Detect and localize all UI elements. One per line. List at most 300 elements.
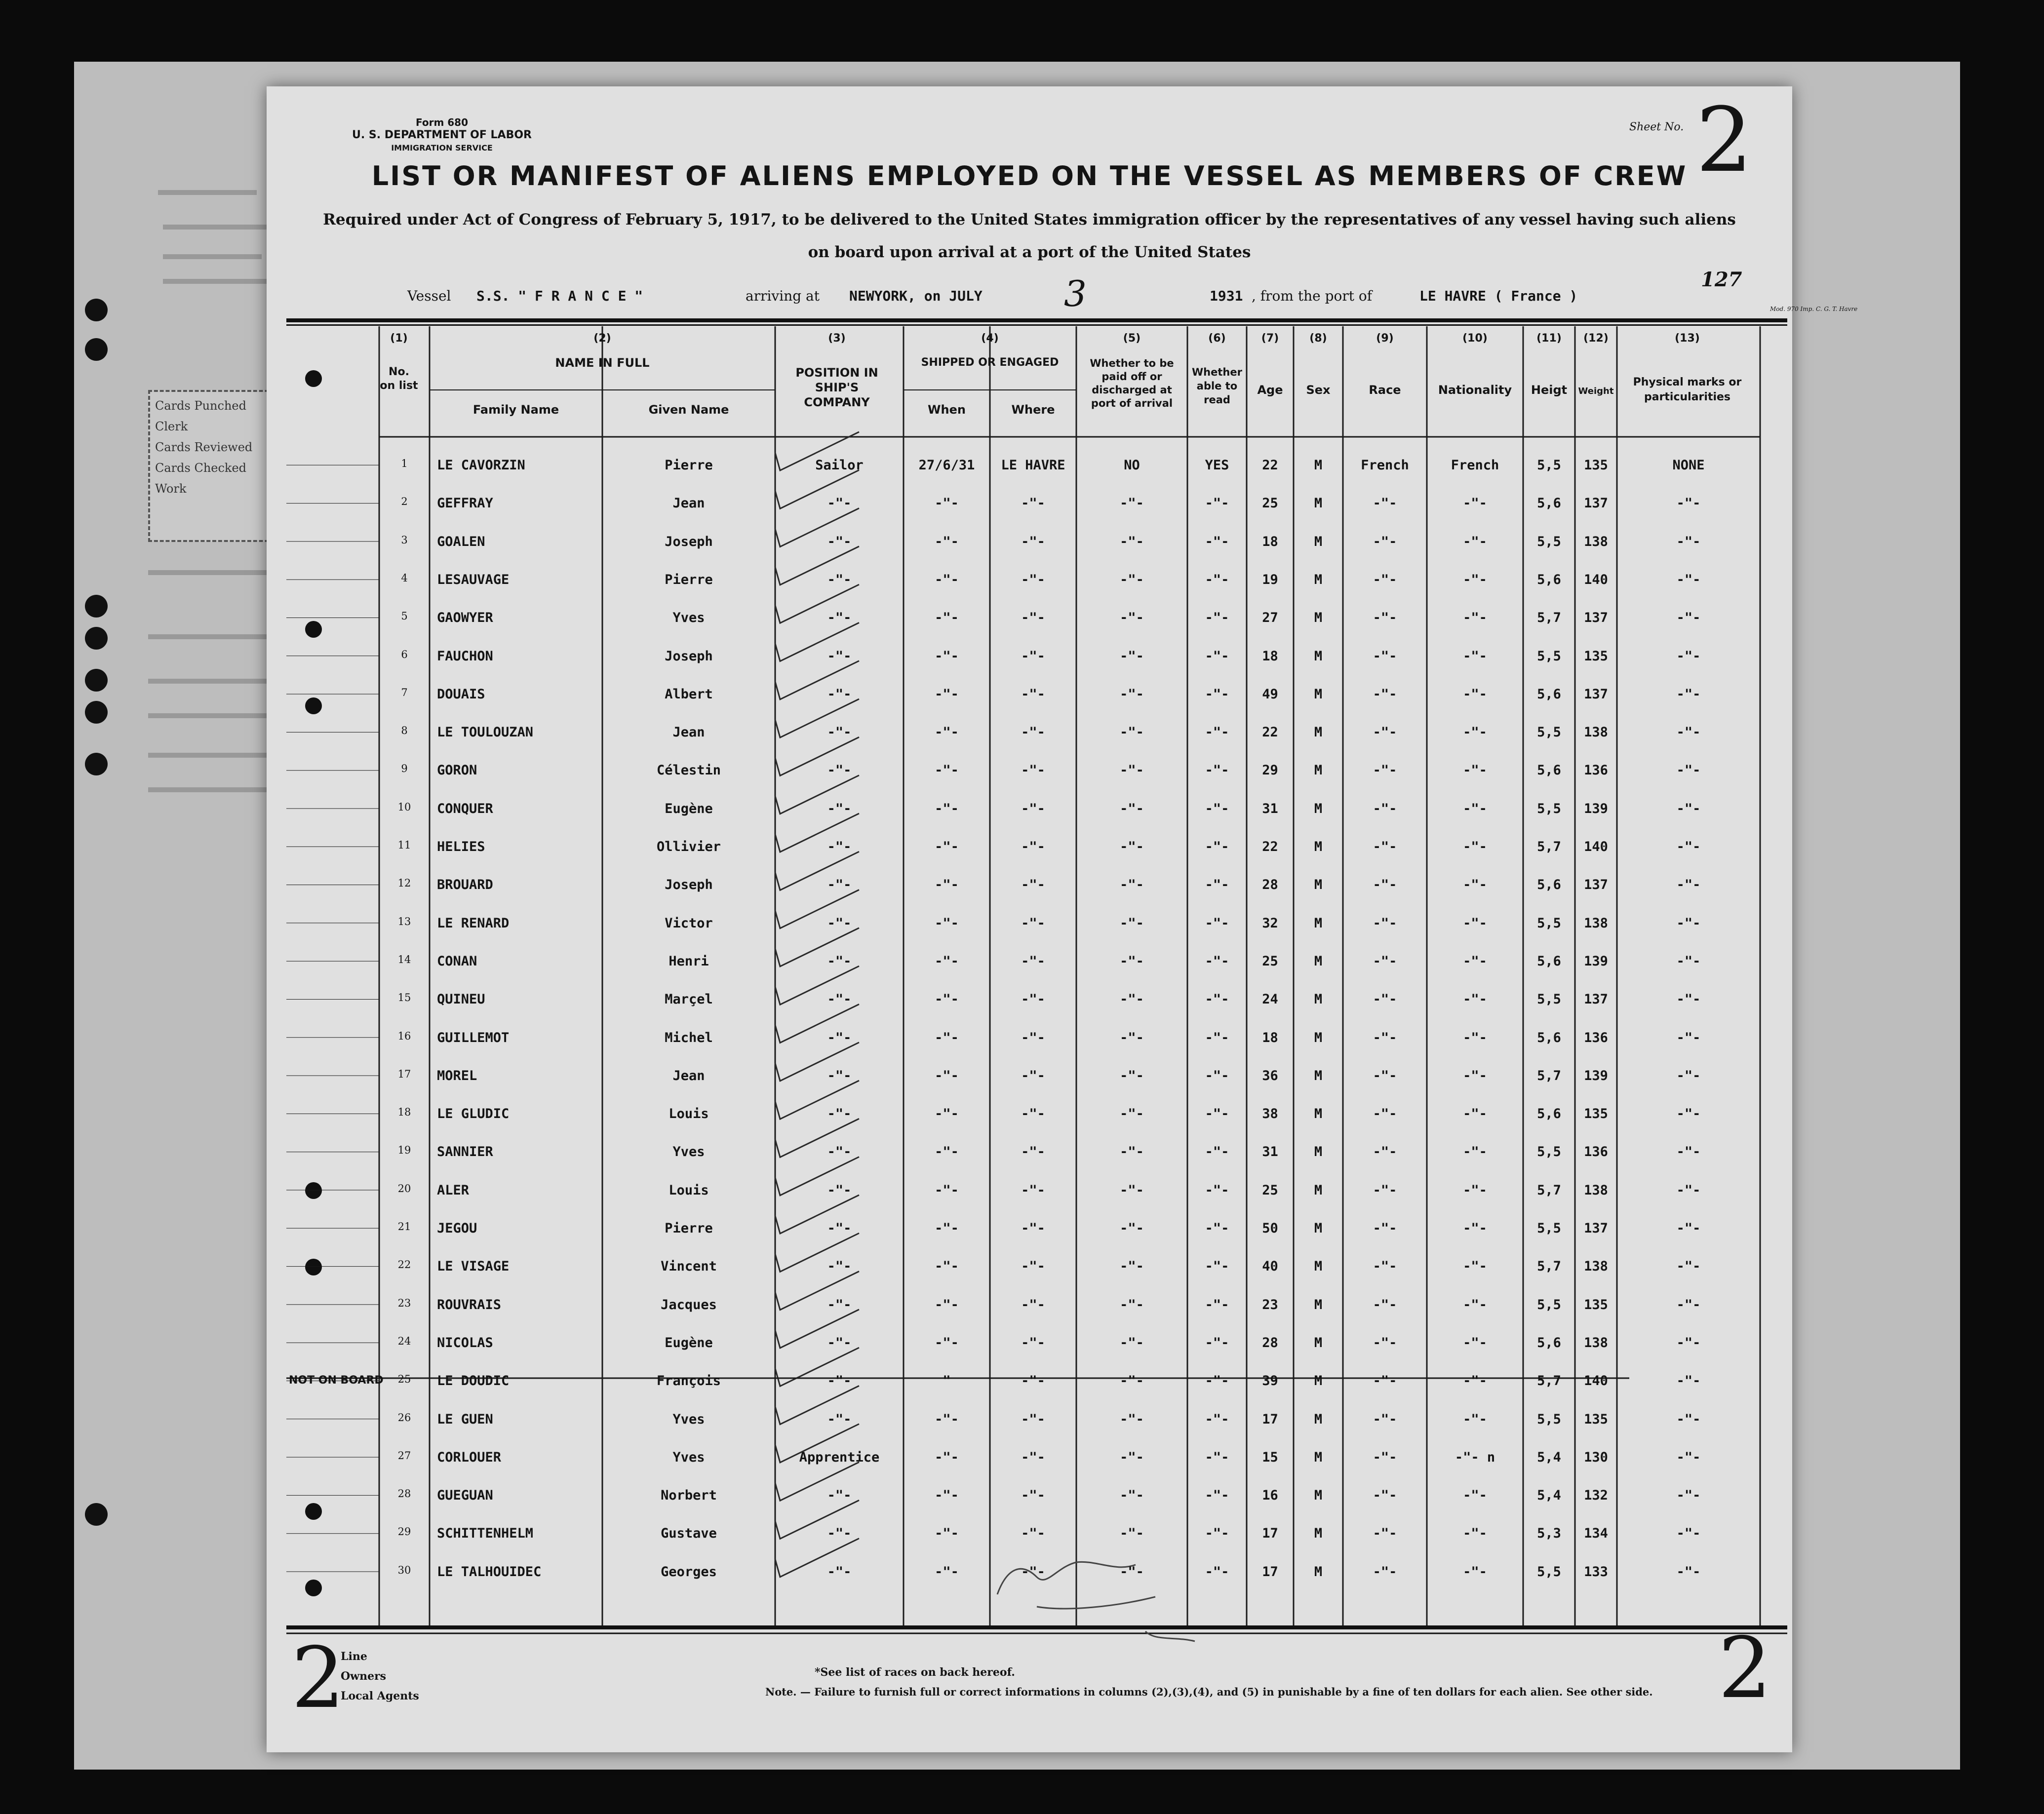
- punch-hole: [85, 701, 108, 724]
- cell-given: Jean: [672, 496, 705, 511]
- cell-when: -"-: [935, 648, 959, 664]
- cell-height: 5,6: [1537, 877, 1561, 893]
- cell-nationality: -"-: [1463, 1068, 1487, 1083]
- cell-when: -"-: [935, 1564, 959, 1580]
- cell-family: LE GUEN: [437, 1411, 493, 1427]
- punch-hole: [85, 669, 108, 692]
- cell-paid: -"-: [1120, 1564, 1144, 1580]
- cell-marks: -"-: [1676, 1411, 1701, 1427]
- cell-paid: -"-: [1120, 1106, 1144, 1122]
- cell-marks: -"-: [1676, 1144, 1701, 1160]
- cell-where: -"-: [1021, 1259, 1045, 1274]
- col-header-no: No. on list: [380, 366, 418, 392]
- service: IMMIGRATION SERVICE: [391, 143, 493, 153]
- cell-where: -"-: [1021, 1030, 1045, 1045]
- cell-no: 5: [401, 610, 408, 622]
- cell-marks: -"-: [1676, 1297, 1701, 1312]
- cell-read: -"-: [1205, 610, 1229, 626]
- cell-where: -"-: [1021, 801, 1045, 816]
- cell-family: QUINEU: [437, 992, 485, 1007]
- cell-nationality: -"-: [1463, 1182, 1487, 1198]
- cell-age: 19: [1262, 572, 1278, 587]
- cell-sex: M: [1314, 801, 1323, 816]
- cell-marks: -"-: [1676, 496, 1701, 511]
- cell-sex: M: [1314, 458, 1323, 473]
- cell-given: Ollivier: [656, 839, 721, 854]
- cell-read: -"-: [1205, 1068, 1229, 1083]
- cell-given: Yves: [672, 610, 705, 626]
- cell-family: CONAN: [437, 953, 477, 969]
- cell-given: Jean: [672, 725, 705, 740]
- cell-weight: 137: [1584, 610, 1608, 626]
- cell-nationality: -"-: [1463, 1373, 1487, 1389]
- col-num-6: (6): [1208, 332, 1226, 345]
- cell-age: 25: [1262, 1182, 1278, 1198]
- cell-marks: -"-: [1676, 1068, 1701, 1083]
- cell-sex: M: [1314, 1526, 1323, 1542]
- cell-read: -"-: [1205, 915, 1229, 931]
- col-num-2: (2): [593, 332, 611, 345]
- cell-weight: 135: [1584, 458, 1608, 473]
- cell-sex: M: [1314, 496, 1323, 511]
- cell-nationality: -"-: [1463, 610, 1487, 626]
- cell-read: YES: [1205, 458, 1229, 473]
- cell-no: 23: [397, 1297, 411, 1309]
- cell-nationality: -"-: [1463, 1144, 1487, 1160]
- cell-nationality: -"-: [1463, 877, 1487, 893]
- cell-when: -"-: [935, 1182, 959, 1198]
- cell-nationality: -"-: [1463, 1297, 1487, 1312]
- cell-race: -"-: [1373, 992, 1397, 1007]
- cell-when: -"-: [935, 992, 959, 1007]
- cell-where: -"-: [1021, 953, 1045, 969]
- cell-paid: -"-: [1120, 1526, 1144, 1542]
- cell-where: -"-: [1021, 1106, 1045, 1122]
- races-note: *See list of races on back hereof.: [815, 1666, 1015, 1679]
- cell-when: -"-: [935, 1526, 959, 1542]
- col-num-10: (10): [1462, 332, 1488, 345]
- cell-race: -"-: [1373, 877, 1397, 893]
- cell-sex: M: [1314, 1144, 1323, 1160]
- col-num-4: (4): [981, 332, 999, 345]
- cell-marks: -"-: [1676, 1564, 1701, 1580]
- cell-no: 10: [397, 801, 411, 813]
- cell-no: 30: [397, 1564, 411, 1576]
- cell-sex: M: [1314, 953, 1323, 969]
- cell-race: -"-: [1373, 763, 1397, 778]
- cell-paid: -"-: [1120, 1297, 1144, 1312]
- footer-owners-label: Owners: [341, 1670, 387, 1683]
- cell-sex: M: [1314, 1335, 1323, 1351]
- cell-height: 5,7: [1537, 610, 1561, 626]
- punch-hole: [85, 753, 108, 775]
- cell-sex: M: [1314, 877, 1323, 893]
- cell-family: LE VISAGE: [437, 1259, 510, 1274]
- cell-weight: 136: [1584, 1144, 1608, 1160]
- cell-paid: -"-: [1120, 801, 1144, 816]
- cell-read: -"-: [1205, 1526, 1229, 1542]
- cell-age: 18: [1262, 534, 1278, 549]
- cell-height: 5,4: [1537, 1449, 1561, 1465]
- cell-nationality: -"-: [1463, 1335, 1487, 1351]
- cell-no: 21: [397, 1221, 411, 1233]
- cell-weight: 137: [1584, 877, 1608, 893]
- cell-paid: -"-: [1120, 534, 1144, 549]
- cell-no: 26: [397, 1411, 411, 1424]
- cell-when: -"-: [935, 686, 959, 702]
- cell-marks: -"-: [1676, 648, 1701, 664]
- cell-height: 5,6: [1537, 686, 1561, 702]
- cell-age: 23: [1262, 1297, 1278, 1312]
- cell-read: -"-: [1205, 763, 1229, 778]
- cell-family: LE CAVORZIN: [437, 458, 525, 473]
- cell-paid: -"-: [1120, 992, 1144, 1007]
- cell-paid: -"-: [1120, 915, 1144, 931]
- cell-nationality: -"- n: [1454, 1449, 1495, 1465]
- cell-when: -"-: [935, 496, 959, 511]
- cell-where: -"-: [1021, 1373, 1045, 1389]
- cell-no: 15: [397, 992, 411, 1004]
- cell-marks: -"-: [1676, 801, 1701, 816]
- cell-marks: -"-: [1676, 1335, 1701, 1351]
- cell-height: 5,7: [1537, 1182, 1561, 1198]
- cell-family: FAUCHON: [437, 648, 493, 664]
- cell-position: -"-: [827, 686, 852, 702]
- punch-hole: [85, 338, 108, 361]
- cell-sex: M: [1314, 686, 1323, 702]
- cell-where: -"-: [1021, 1182, 1045, 1198]
- cell-when: -"-: [935, 877, 959, 893]
- cell-position: -"-: [827, 839, 852, 854]
- col-num-7: (7): [1261, 332, 1279, 345]
- cell-paid: -"-: [1120, 610, 1144, 626]
- cell-paid: -"-: [1120, 1259, 1144, 1274]
- cell-read: -"-: [1205, 801, 1229, 816]
- cell-when: -"-: [935, 801, 959, 816]
- cell-read: -"-: [1205, 648, 1229, 664]
- cell-position: -"-: [827, 877, 852, 893]
- cell-position: -"-: [827, 1106, 852, 1122]
- col-header-given: Given Name: [648, 403, 729, 417]
- arrival-year: 1931: [1210, 288, 1243, 304]
- cell-where: -"-: [1021, 534, 1045, 549]
- cell-given: Yves: [672, 1449, 705, 1465]
- cell-position: Apprentice: [799, 1449, 880, 1465]
- cell-race: -"-: [1373, 801, 1397, 816]
- cell-paid: -"-: [1120, 1449, 1144, 1465]
- cell-age: 36: [1262, 1068, 1278, 1083]
- cell-position: -"-: [827, 1411, 852, 1427]
- cell-no: 28: [397, 1488, 411, 1500]
- printer-mark: Mod. 970 Imp. C. G. T. Havre: [1770, 306, 1858, 312]
- cell-given: Vincent: [661, 1259, 717, 1274]
- cell-nationality: -"-: [1463, 1106, 1487, 1122]
- vessel-name: S.S. " F R A N C E ": [476, 288, 643, 304]
- cell-position: -"-: [827, 1526, 852, 1542]
- cell-family: SANNIER: [437, 1144, 493, 1160]
- cell-nationality: -"-: [1463, 992, 1487, 1007]
- cell-age: 22: [1262, 839, 1278, 854]
- cell-family: GAOWYER: [437, 610, 493, 626]
- cell-weight: 137: [1584, 1221, 1608, 1236]
- cell-height: 5,5: [1537, 534, 1561, 549]
- cell-age: 17: [1262, 1526, 1278, 1542]
- cell-race: -"-: [1373, 1106, 1397, 1122]
- cell-family: GOALEN: [437, 534, 485, 549]
- cell-age: 17: [1262, 1564, 1278, 1580]
- fine-note: Note. — Failure to furnish full or correct informations in columns (2),(3),(4), and (5) in punishable by a fine of ten dollars for each alien. See other side.: [765, 1686, 1653, 1698]
- cell-where: -"-: [1021, 992, 1045, 1007]
- cell-read: -"-: [1205, 839, 1229, 854]
- cell-age: 25: [1262, 953, 1278, 969]
- stamp-line: Cards Punched: [155, 399, 246, 413]
- cell-position: -"-: [827, 1335, 852, 1351]
- cell-weight: 130: [1584, 1449, 1608, 1465]
- cell-no: 14: [397, 953, 411, 965]
- stamp-line: Cards Checked: [155, 461, 247, 475]
- col-num-3: (3): [828, 332, 846, 345]
- arriving-label: arriving at: [746, 288, 820, 304]
- cell-race: -"-: [1373, 1411, 1397, 1427]
- cell-family: LE GLUDIC: [437, 1106, 510, 1122]
- cell-age: 39: [1262, 1373, 1278, 1389]
- cell-sex: M: [1314, 839, 1323, 854]
- cell-nationality: -"-: [1463, 496, 1487, 511]
- cell-race: -"-: [1373, 534, 1397, 549]
- cell-weight: 138: [1584, 1182, 1608, 1198]
- cell-weight: 140: [1584, 839, 1608, 854]
- cell-read: -"-: [1205, 992, 1229, 1007]
- cell-when: ": [943, 1373, 951, 1389]
- cell-where: -"-: [1021, 496, 1045, 511]
- cell-sex: M: [1314, 1182, 1323, 1198]
- cell-age: 16: [1262, 1488, 1278, 1504]
- cell-position: -"-: [827, 496, 852, 511]
- cell-read: -"-: [1205, 1106, 1229, 1122]
- cell-read: -"-: [1205, 1335, 1229, 1351]
- cell-sex: M: [1314, 1488, 1323, 1504]
- cell-position: -"-: [827, 1221, 852, 1236]
- cell-given: Pierre: [665, 458, 713, 473]
- cell-no: 24: [397, 1335, 411, 1347]
- cell-sex: M: [1314, 1106, 1323, 1122]
- cell-nationality: -"-: [1463, 1488, 1487, 1504]
- cell-age: 24: [1262, 992, 1278, 1007]
- cell-age: 50: [1262, 1221, 1278, 1236]
- cell-race: -"-: [1373, 1373, 1397, 1389]
- cell-where: -"-: [1021, 763, 1045, 778]
- cell-when: -"-: [935, 1488, 959, 1504]
- cell-race: -"-: [1373, 1488, 1397, 1504]
- cell-given: Eugène: [665, 801, 713, 816]
- cell-when: -"-: [935, 1068, 959, 1083]
- cell-given: François: [656, 1373, 721, 1389]
- cell-position: -"-: [827, 1488, 852, 1504]
- cell-given: Georges: [661, 1564, 717, 1580]
- cell-marks: -"-: [1676, 1221, 1701, 1236]
- cell-family: LE DOUDIC: [437, 1373, 510, 1389]
- cell-family: GORON: [437, 763, 477, 778]
- cell-given: Victor: [665, 915, 713, 931]
- footer-line-label: Line: [341, 1650, 367, 1663]
- cell-read: -"-: [1205, 1564, 1229, 1580]
- cell-weight: 138: [1584, 534, 1608, 549]
- cell-no: 13: [397, 915, 411, 927]
- cell-read: -"-: [1205, 1182, 1229, 1198]
- cell-read: -"-: [1205, 1030, 1229, 1045]
- cell-given: Joseph: [665, 534, 713, 549]
- cell-where: -"-: [1021, 1335, 1045, 1351]
- cell-race: -"-: [1373, 725, 1397, 740]
- cell-when: -"-: [935, 572, 959, 587]
- cell-nationality: -"-: [1463, 1030, 1487, 1045]
- cell-paid: -"-: [1120, 725, 1144, 740]
- cell-age: 25: [1262, 496, 1278, 511]
- cell-where: -"-: [1021, 1488, 1045, 1504]
- cell-nationality: -"-: [1463, 534, 1487, 549]
- cell-where: -"-: [1021, 725, 1045, 740]
- punch-hole: [85, 595, 108, 618]
- cell-race: -"-: [1373, 1030, 1397, 1045]
- cell-age: 32: [1262, 915, 1278, 931]
- cell-where: LE HAVRE: [1001, 458, 1065, 473]
- cell-read: -"-: [1205, 877, 1229, 893]
- cell-paid: -"-: [1120, 1221, 1144, 1236]
- cell-marks: -"-: [1676, 1373, 1701, 1389]
- cell-read: -"-: [1205, 686, 1229, 702]
- cell-marks: -"-: [1676, 610, 1701, 626]
- cell-paid: -"-: [1120, 1182, 1144, 1198]
- col-num-12: (12): [1583, 332, 1609, 345]
- cell-marks: -"-: [1676, 1106, 1701, 1122]
- cell-weight: 140: [1584, 1373, 1608, 1389]
- cell-family: LESAUVAGE: [437, 572, 510, 587]
- col-header-family: Family Name: [472, 403, 559, 417]
- cell-family: SCHITTENHELM: [437, 1526, 534, 1542]
- cell-race: -"-: [1373, 686, 1397, 702]
- cell-position: -"-: [827, 572, 852, 587]
- col-header-shipped: SHIPPED OR ENGAGED: [921, 356, 1059, 369]
- cell-when: -"-: [935, 1297, 959, 1312]
- cell-weight: 138: [1584, 1335, 1608, 1351]
- cell-marks: -"-: [1676, 1488, 1701, 1504]
- cell-height: 5,7: [1537, 1068, 1561, 1083]
- col-num-8: (8): [1309, 332, 1327, 345]
- cell-height: 5,5: [1537, 801, 1561, 816]
- cell-age: 28: [1262, 1335, 1278, 1351]
- col-num-1: (1): [390, 332, 408, 345]
- cell-height: 5,6: [1537, 1030, 1561, 1045]
- cell-weight: 137: [1584, 992, 1608, 1007]
- cell-position: -"-: [827, 953, 852, 969]
- cell-when: -"-: [935, 1221, 959, 1236]
- cell-marks: NONE: [1672, 458, 1705, 473]
- cell-no: 9: [401, 763, 408, 775]
- cell-race: -"-: [1373, 572, 1397, 587]
- cell-no: 20: [397, 1182, 411, 1195]
- cell-weight: 138: [1584, 725, 1608, 740]
- cell-read: -"-: [1205, 1488, 1229, 1504]
- form-number: Form 680: [415, 116, 468, 128]
- cell-family: BROUARD: [437, 877, 493, 893]
- col-header-weight: Weight: [1578, 386, 1614, 396]
- cell-age: 38: [1262, 1106, 1278, 1122]
- cell-sex: M: [1314, 534, 1323, 549]
- punch-hole: [305, 1182, 322, 1199]
- cell-height: 5,5: [1537, 915, 1561, 931]
- cell-height: 5,5: [1537, 1564, 1561, 1580]
- cell-read: -"-: [1205, 534, 1229, 549]
- cell-sex: M: [1314, 1297, 1323, 1312]
- cell-marks: -"-: [1676, 953, 1701, 969]
- punch-hole: [305, 1259, 322, 1275]
- col-header-height: Heigt: [1531, 383, 1568, 397]
- cell-height: 5,5: [1537, 992, 1561, 1007]
- cell-race: -"-: [1373, 839, 1397, 854]
- col-header-name: NAME IN FULL: [555, 356, 650, 370]
- cell-nationality: -"-: [1463, 953, 1487, 969]
- cell-where: -"-: [1021, 877, 1045, 893]
- cell-family: LE TOULOUZAN: [437, 725, 534, 740]
- cell-no: 3: [401, 534, 408, 546]
- cell-family: ALER: [437, 1182, 470, 1198]
- cell-race: -"-: [1373, 1297, 1397, 1312]
- cell-when: -"-: [935, 915, 959, 931]
- cell-race: -"-: [1373, 1182, 1397, 1198]
- cell-marks: -"-: [1676, 877, 1701, 893]
- cell-position: -"-: [827, 915, 852, 931]
- cell-race: -"-: [1373, 953, 1397, 969]
- cell-when: -"-: [935, 1106, 959, 1122]
- cell-where: -"-: [1021, 1297, 1045, 1312]
- cell-family: CORLOUER: [437, 1449, 502, 1465]
- cell-height: 5,4: [1537, 1488, 1561, 1504]
- cell-sex: M: [1314, 1449, 1323, 1465]
- cell-sex: M: [1314, 1068, 1323, 1083]
- cell-race: -"-: [1373, 1144, 1397, 1160]
- cell-weight: 134: [1584, 1526, 1608, 1542]
- cell-position: -"-: [827, 725, 852, 740]
- cell-no: 25: [397, 1373, 411, 1386]
- cell-weight: 138: [1584, 1259, 1608, 1274]
- cell-sex: M: [1314, 610, 1323, 626]
- cell-sex: M: [1314, 1259, 1323, 1274]
- cell-race: -"-: [1373, 610, 1397, 626]
- cell-race: -"-: [1373, 1068, 1397, 1083]
- cell-given: Norbert: [661, 1488, 717, 1504]
- cell-given: Louis: [668, 1182, 709, 1198]
- cell-position: -"-: [827, 992, 852, 1007]
- cell-when: -"-: [935, 763, 959, 778]
- cell-no: 19: [397, 1144, 411, 1157]
- cell-nationality: -"-: [1463, 648, 1487, 664]
- cell-paid: -"-: [1120, 1030, 1144, 1045]
- cell-nationality: -"-: [1463, 1411, 1487, 1427]
- cell-no: 7: [401, 686, 408, 698]
- cell-nationality: -"-: [1463, 915, 1487, 931]
- cell-given: Gustave: [661, 1526, 717, 1542]
- cell-where: -"-: [1021, 572, 1045, 587]
- punch-hole: [305, 621, 322, 638]
- cell-height: 5,7: [1537, 1373, 1561, 1389]
- col-header-marks: Physical marks or particularities: [1633, 376, 1742, 403]
- cell-race: -"-: [1373, 1449, 1397, 1465]
- stamp-line: Cards Reviewed: [155, 440, 253, 454]
- col-header-where: Where: [1011, 403, 1055, 417]
- cell-where: -"-: [1021, 1564, 1045, 1580]
- row-remark: NOT ON BOARD: [289, 1374, 384, 1387]
- cell-nationality: -"-: [1463, 572, 1487, 587]
